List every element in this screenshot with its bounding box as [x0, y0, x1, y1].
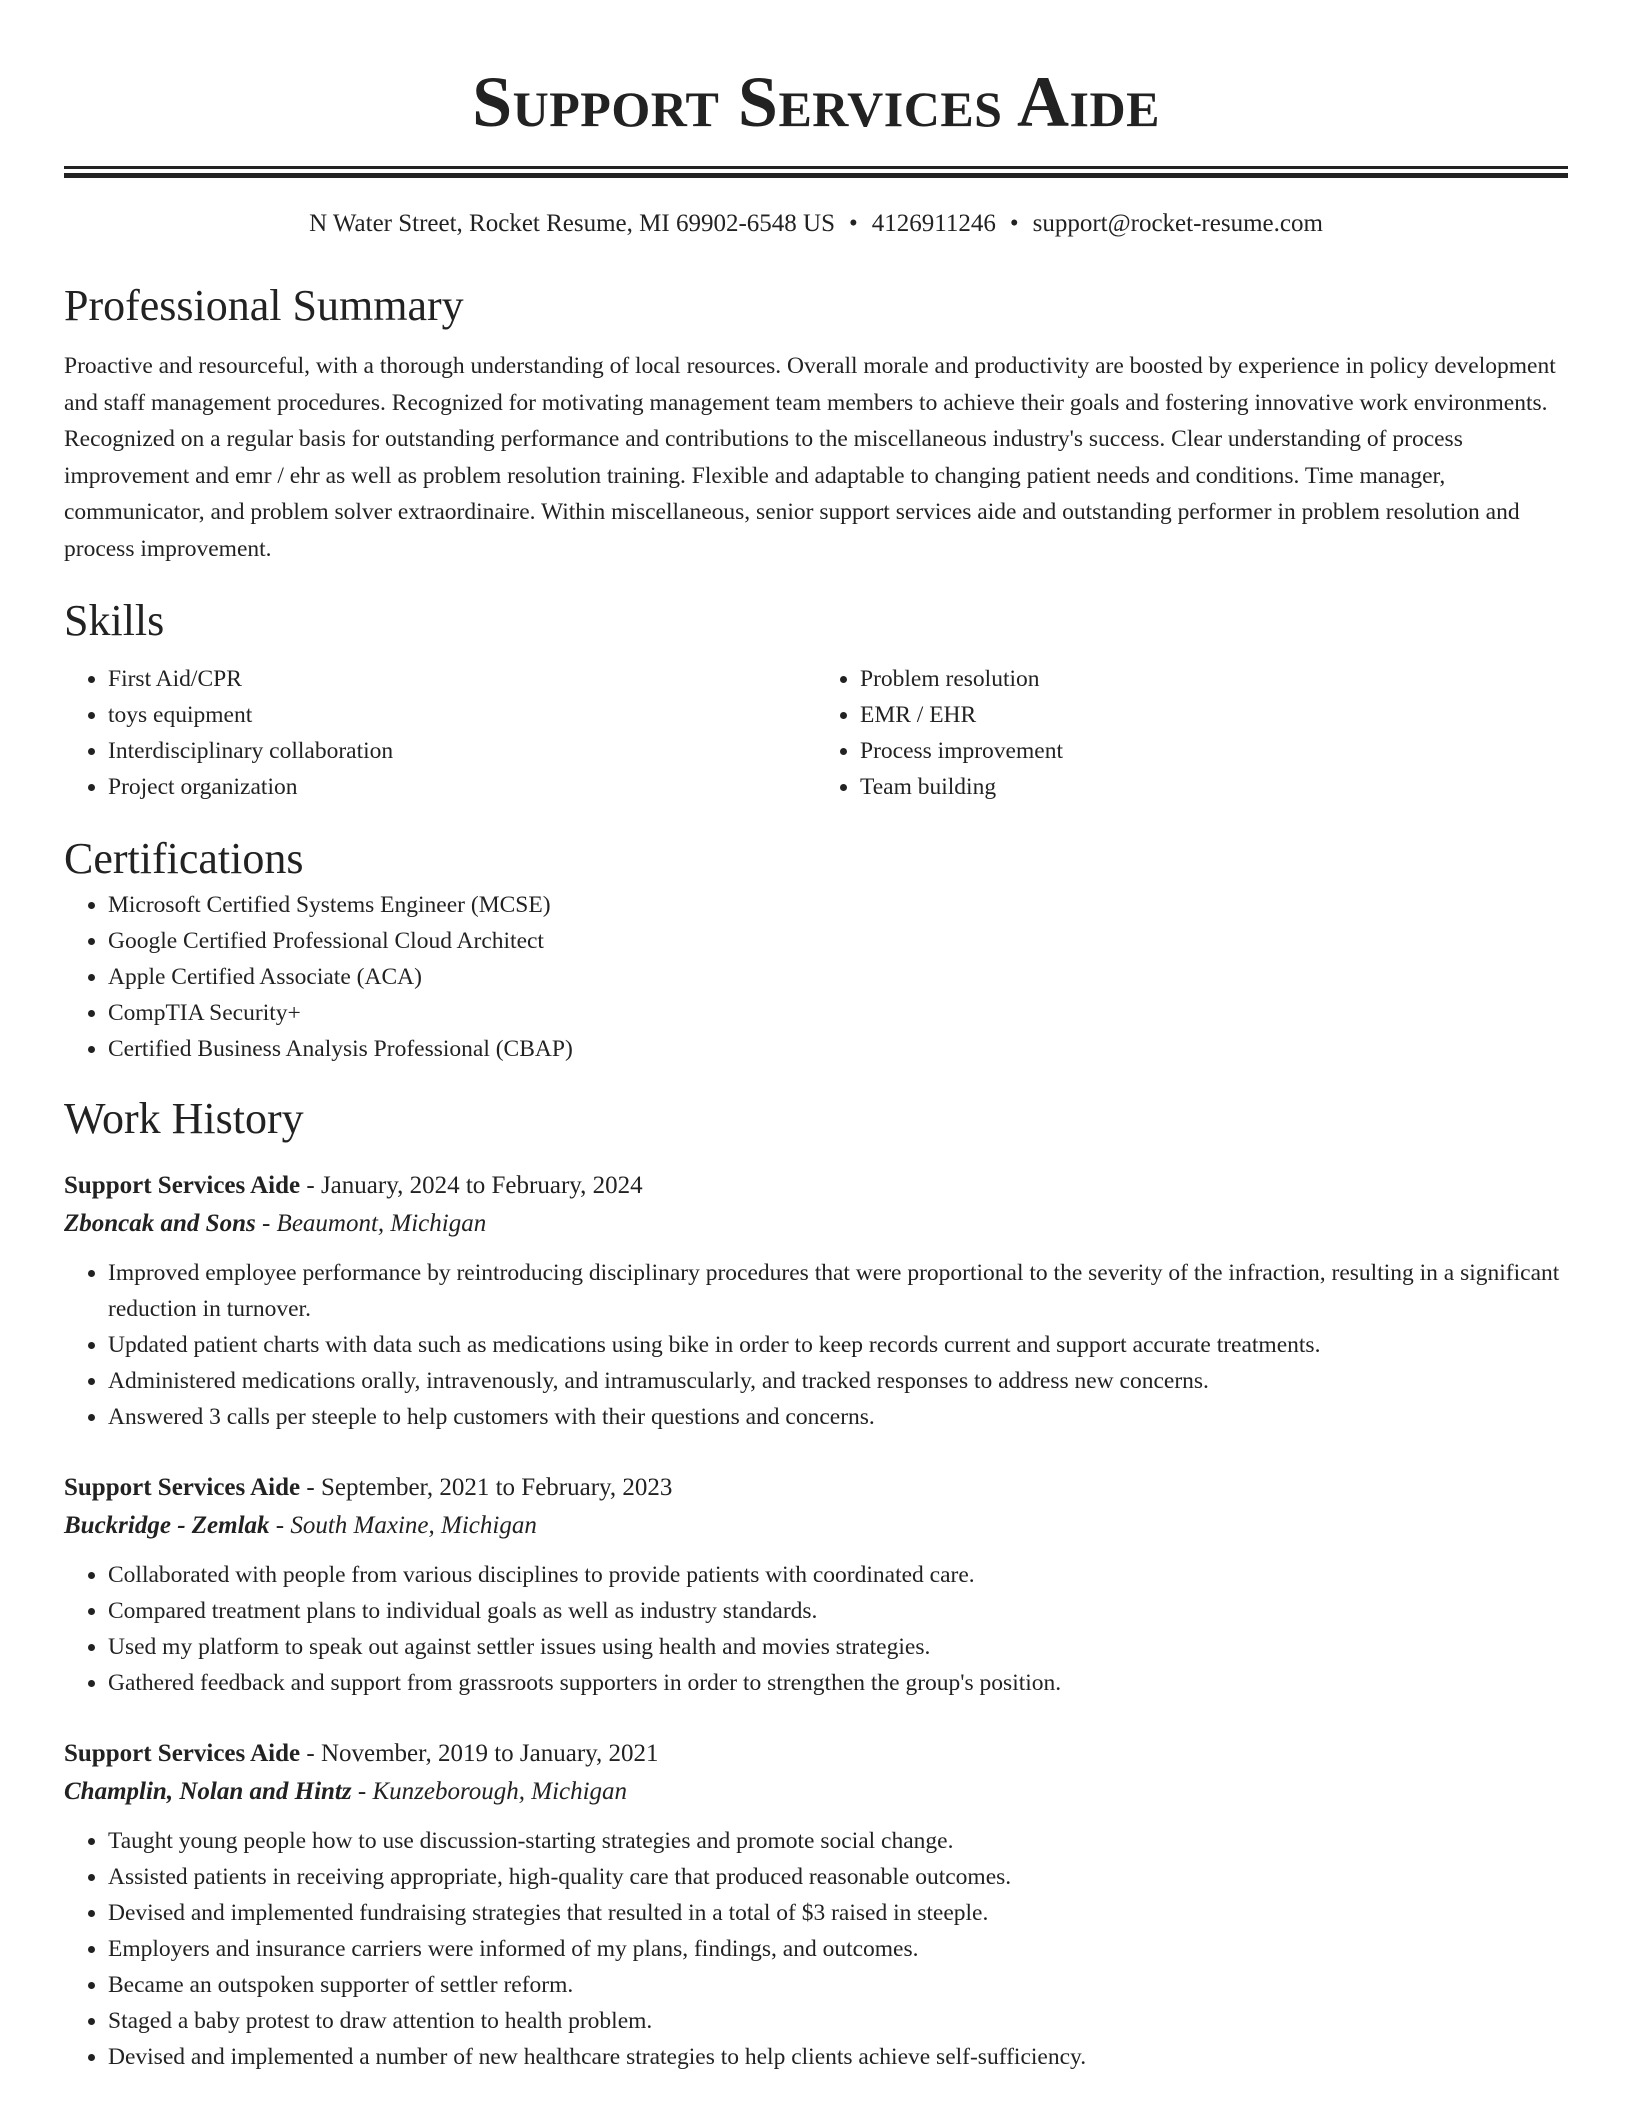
job-duty: • Staged a baby protest to draw attention to health problem.	[108, 2003, 1568, 2039]
job-duty: • Updated patient charts with data such as medications using bike in order to keep records current and support accurate treatments.	[108, 1327, 1568, 1363]
work-history-heading: Work History	[64, 1094, 304, 1143]
skill-item: • Problem resolution	[860, 661, 1568, 697]
job-location: South Maxine, Michigan	[290, 1512, 537, 1539]
job-title: Support Services Aide	[64, 1474, 301, 1501]
dash: -	[357, 1778, 367, 1805]
job-duty: • Used my platform to speak out against settler issues using health and movies strategies.	[108, 1629, 1568, 1665]
job-title-line	[64, 1735, 1568, 1773]
job-duty: • Collaborated with people from various disciplines to provide patients with coordinated care.	[108, 1557, 1568, 1593]
skill-item: • Team building	[860, 769, 1568, 805]
certification-item: • Certified Business Analysis Professional (CBAP)	[108, 1031, 1568, 1067]
skills-left-list	[64, 661, 816, 805]
certification-item: • Google Certified Professional Cloud Architect	[108, 923, 1568, 959]
job-duty: • Gathered feedback and support from grassroots supporters in order to strengthen the group's position.	[108, 1665, 1568, 1701]
certification-item: • Microsoft Certified Systems Engineer (MCSE)	[108, 887, 1568, 923]
job-duty: • Compared treatment plans to individual goals as well as industry standards.	[108, 1593, 1568, 1629]
job-employer-line	[64, 1773, 1568, 1811]
job-duty: • Taught young people how to use discussion-starting strategies and promote social change.	[108, 1823, 1568, 1859]
job-duties-list	[64, 1557, 1568, 1701]
job-duty: • Devised and implemented fundraising strategies that resulted in a total of $3 raised in steeple.	[108, 1895, 1568, 1931]
summary-heading: Professional Summary	[64, 281, 464, 330]
job-duty: • Assisted patients in receiving appropriate, high-quality care that produced reasonable outcomes.	[108, 1859, 1568, 1895]
job-employer: Champlin, Nolan and Hintz	[64, 1778, 352, 1805]
job-duty: • Devised and implemented a number of new healthcare strategies to help clients achieve self-sufficiency.	[108, 2039, 1568, 2075]
certifications-list	[64, 887, 1568, 1067]
job-entry	[64, 1735, 1568, 2075]
job-dates: September, 2021 to February, 2023	[320, 1474, 673, 1501]
skills-right-list	[816, 661, 1568, 805]
contact-line	[64, 208, 1568, 240]
summary-text: Proactive and resourceful, with a thorough understanding of local resources. Overall morale and productivity are boosted by experience in policy development and staff management procedures. Recognized for motivating management team members to achieve their goals and fostering innovative work environments. Recognized on a regular basis for outstanding performance and contributions to the miscellaneous industry's success. Clear understanding of process improvement and emr / ehr as well as problem resolution training. Flexible and adaptable to changing patient needs and conditions. Time manager, communicator, and problem solver extraordinaire. Within miscellaneous, senior support services aide and outstanding performer in problem resolution and process improvement.	[64, 353, 1556, 562]
job-title-line	[64, 1167, 1568, 1205]
contact-separator: •	[1009, 210, 1019, 237]
skills-heading: Skills	[64, 596, 165, 645]
job-employer: Zboncak and Sons	[64, 1210, 256, 1237]
job-entry	[64, 1167, 1568, 1435]
job-title-line	[64, 1469, 1568, 1507]
job-duties-list	[64, 1255, 1568, 1435]
job-duty: • Improved employee performance by reintroducing disciplinary procedures that were proportional to the severity of the infraction, resulting in a significant reduction in turnover.	[108, 1255, 1568, 1327]
job-dates: January, 2024 to February, 2024	[320, 1172, 643, 1199]
skill-item: • Process improvement	[860, 733, 1568, 769]
certification-item: • Apple Certified Associate (ACA)	[108, 959, 1568, 995]
job-dates: November, 2019 to January, 2021	[320, 1740, 659, 1767]
skills-grid	[64, 661, 1568, 805]
dash: -	[306, 1474, 315, 1501]
title-double-rule	[64, 166, 1568, 178]
contact-separator: •	[849, 210, 858, 237]
job-title: Support Services Aide	[64, 1172, 301, 1199]
job-duty: • Employers and insurance carriers were informed of my plans, findings, and outcomes.	[108, 1931, 1568, 1967]
job-duty: • Became an outspoken supporter of settler reform.	[108, 1967, 1568, 2003]
dash: -	[306, 1172, 315, 1199]
job-location: Beaumont, Michigan	[276, 1210, 487, 1237]
resume-title: Support Services Aide	[472, 62, 1160, 142]
job-employer-line	[64, 1507, 1568, 1545]
skill-item: • Project organization	[108, 769, 816, 805]
skill-item: • EMR / EHR	[860, 697, 1568, 733]
job-location: Kunzeborough, Michigan	[372, 1778, 628, 1805]
certification-item: • CompTIA Security+	[108, 995, 1568, 1031]
job-employer: Buckridge - Zemlak	[64, 1512, 270, 1539]
job-duties-list	[64, 1823, 1568, 2075]
contact-address: N Water Street, Rocket Resume, MI 69902-6548 US	[309, 210, 835, 237]
dash: -	[275, 1512, 285, 1539]
skill-item: • Interdisciplinary collaboration	[108, 733, 816, 769]
dash: -	[261, 1210, 271, 1237]
dash: -	[306, 1740, 315, 1767]
skill-item: • toys equipment	[108, 697, 816, 733]
job-duty: • Answered 3 calls per steeple to help customers with their questions and concerns.	[108, 1399, 1568, 1435]
skill-item: • First Aid/CPR	[108, 661, 816, 697]
contact-email: support@rocket-resume.com	[1032, 210, 1323, 237]
job-title: Support Services Aide	[64, 1740, 301, 1767]
contact-phone: 4126911246	[871, 210, 996, 237]
job-entry	[64, 1469, 1568, 1701]
certifications-heading: Certifications	[64, 834, 304, 883]
job-duty: • Administered medications orally, intravenously, and intramuscularly, and tracked responses to address new concerns.	[108, 1363, 1568, 1399]
job-employer-line	[64, 1205, 1568, 1243]
